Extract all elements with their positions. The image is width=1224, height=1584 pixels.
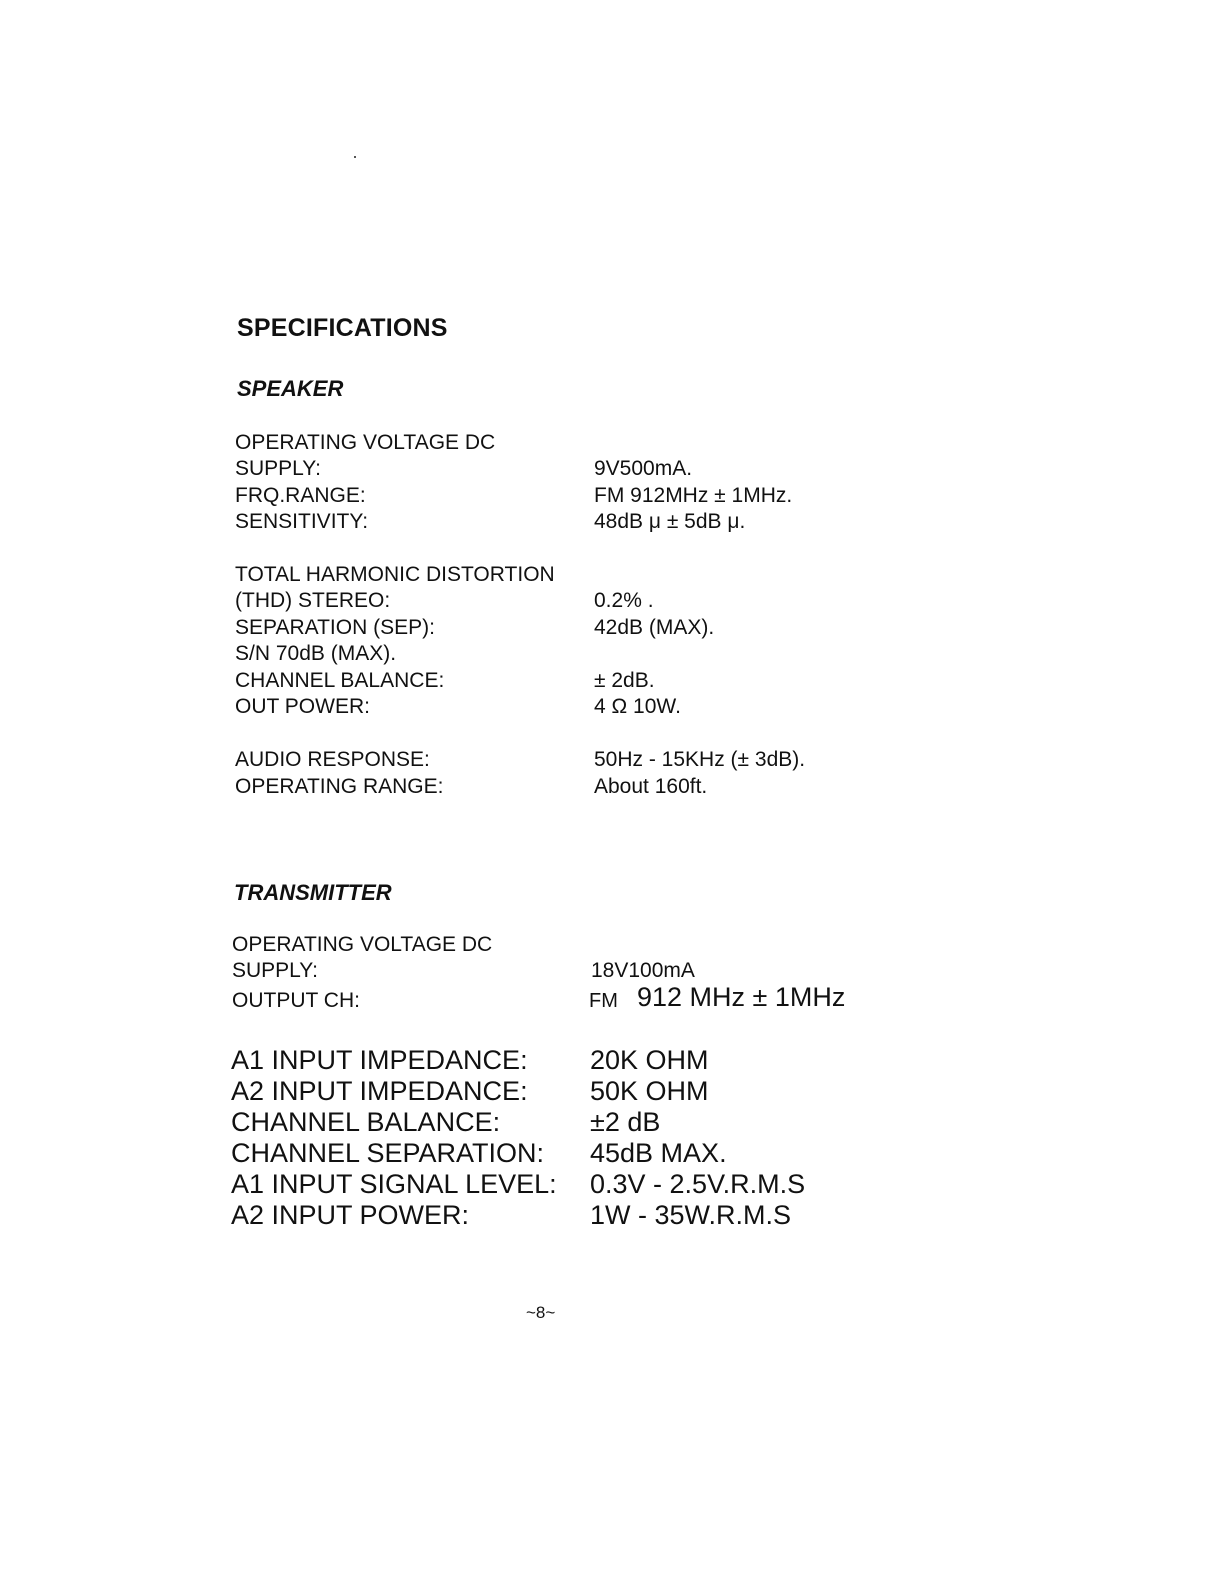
spec-label: AUDIO RESPONSE: [235, 748, 430, 771]
spec-label: OPERATING RANGE: [235, 775, 444, 798]
spec-value-prefix: FM [589, 990, 618, 1012]
spec-value: 9V500mA. [594, 457, 693, 480]
speaker-heading: SPEAKER [237, 376, 344, 401]
spec-label: A1 INPUT IMPEDANCE: [231, 1045, 528, 1075]
spec-value: 912 MHz ± 1MHz [637, 982, 846, 1012]
spec-value: 45dB MAX. [590, 1138, 727, 1168]
spec-value: 50K OHM [590, 1076, 709, 1106]
spec-value: ± 2dB. [594, 669, 655, 692]
page-number: ~8~ [526, 1303, 556, 1322]
spec-value: 1W - 35W.R.M.S [590, 1200, 792, 1230]
spec-value: 18V100mA [591, 959, 695, 982]
spec-value: 0.3V - 2.5V.R.M.S [590, 1169, 806, 1199]
spec-value: 48dB μ ± 5dB μ. [594, 510, 746, 533]
spec-value: 50Hz - 15KHz (± 3dB). [594, 748, 806, 771]
spec-label: A2 INPUT IMPEDANCE: [231, 1076, 528, 1106]
spec-value: 42dB (MAX). [594, 616, 715, 639]
spec-value: 20K OHM [590, 1045, 709, 1075]
spec-label: OPERATING VOLTAGE DC [232, 933, 493, 956]
spec-label: S/N 70dB (MAX). [235, 642, 397, 665]
spec-label: SUPPLY: [232, 959, 318, 982]
spec-label: CHANNEL BALANCE: [231, 1107, 501, 1137]
scan-speck [354, 156, 356, 158]
spec-label: FRQ.RANGE: [235, 484, 366, 507]
spec-label: OUT POWER: [235, 695, 370, 718]
spec-value: About 160ft. [594, 775, 708, 798]
spec-label: CHANNEL SEPARATION: [231, 1138, 545, 1168]
spec-label: OPERATING VOLTAGE DC [235, 431, 496, 454]
spec-value: 0.2% . [594, 589, 654, 612]
spec-label: SEPARATION (SEP): [235, 616, 435, 639]
spec-label: TOTAL HARMONIC DISTORTION [235, 563, 555, 586]
spec-label: SUPPLY: [235, 457, 321, 480]
spec-label: A1 INPUT SIGNAL LEVEL: [231, 1169, 557, 1199]
spec-value: 4 Ω 10W. [594, 695, 681, 718]
spec-value: FM 912MHz ± 1MHz. [594, 484, 793, 507]
spec-label: A2 INPUT POWER: [231, 1200, 470, 1230]
spec-label: (THD) STEREO: [235, 589, 391, 612]
spec-label: CHANNEL BALANCE: [235, 669, 445, 692]
spec-label: OUTPUT CH: [232, 989, 360, 1012]
spec-value: ±2 dB [590, 1107, 661, 1137]
spec-label: SENSITIVITY: [235, 510, 369, 533]
transmitter-heading: TRANSMITTER [234, 880, 392, 905]
page-title: SPECIFICATIONS [237, 314, 448, 342]
